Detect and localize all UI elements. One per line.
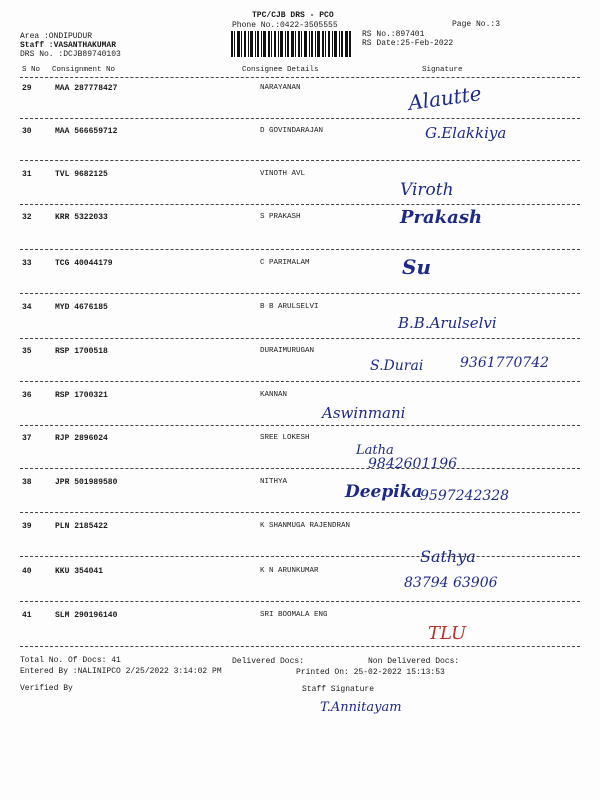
table-row — [0, 391, 600, 435]
row-consignment: TVL 9682125 — [55, 170, 108, 179]
table-row — [0, 434, 600, 478]
row-consignment: KRR 5322033 — [55, 213, 108, 222]
row-consignment: SLM 290196140 — [55, 611, 118, 620]
column-header-signature: Signature — [422, 66, 463, 74]
row-consignee: NARAYANAN — [260, 84, 301, 92]
row-signature: Prakash — [400, 207, 483, 228]
row-consignee: D GOVINDARAJAN — [260, 127, 324, 135]
row-signature: Sathya — [420, 547, 476, 566]
verified-by: Verified By — [20, 684, 73, 693]
area-label: Area :ONDIPUDUR — [20, 32, 93, 41]
row-signature: B.B.Arulselvi — [398, 314, 497, 332]
row-signature: Alautte — [406, 80, 483, 116]
row-divider — [20, 249, 580, 250]
row-signature: Latha — [356, 443, 394, 458]
row-consignment: RSP 1700321 — [55, 391, 108, 400]
sheet-title: TPC/CJB DRS - PCO — [252, 11, 334, 20]
row-signature: S.Durai — [370, 358, 424, 374]
table-row — [0, 124, 600, 171]
row-phone: 9842601196 — [368, 456, 458, 472]
staff-signature: T.Annitayam — [320, 700, 402, 715]
entered-by: Entered By :NALINIPCO 2/25/2022 3:14:02 PM — [20, 667, 222, 676]
total-docs: Total No. Of Docs: 41 — [20, 656, 121, 665]
row-signature: TLU — [428, 623, 467, 644]
row-sno: 29 — [22, 84, 32, 93]
non-delivered-docs: Non Delivered Docs: — [368, 657, 460, 666]
row-sno: 33 — [22, 259, 32, 268]
row-divider — [20, 204, 580, 205]
row-divider — [20, 601, 580, 602]
row-divider — [20, 293, 580, 294]
row-consignment: MYD 4676185 — [55, 303, 108, 312]
table-row — [0, 522, 600, 566]
row-consignee: KANNAN — [260, 391, 288, 399]
row-consignee: DURAIMURUGAN — [260, 347, 315, 355]
header-divider — [20, 77, 580, 78]
row-divider — [20, 160, 580, 161]
row-sno: 34 — [22, 303, 32, 312]
row-divider — [20, 512, 580, 513]
table-row — [0, 255, 600, 303]
row-phone: 9361770742 — [460, 355, 550, 371]
row-divider — [20, 381, 580, 382]
row-divider — [20, 468, 580, 469]
rs-number: RS No.:897401 — [362, 30, 425, 39]
row-sno: 37 — [22, 434, 32, 443]
row-consignee: K N ARUNKUMAR — [260, 567, 319, 575]
staff-signature-label: Staff Signature — [302, 685, 375, 694]
column-header-consignee: Consignee Details — [242, 66, 319, 74]
row-sno: 41 — [22, 611, 32, 620]
table-row — [0, 347, 600, 391]
row-divider — [20, 556, 580, 557]
row-signature: Deepika — [345, 482, 423, 502]
row-divider — [20, 646, 580, 647]
table-row — [0, 478, 600, 522]
row-consignee: SRI BOOMALA ENG — [260, 611, 328, 619]
table-row — [0, 611, 600, 655]
delivered-docs: Delivered Docs: — [232, 657, 305, 666]
row-consignment: RJP 2896024 — [55, 434, 108, 443]
drs-number: DRS No. :DCJB89740103 — [20, 50, 121, 59]
row-consignment: RSP 1700518 — [55, 347, 108, 356]
row-consignee: C PARIMALAM — [260, 259, 310, 267]
table-row — [0, 170, 600, 214]
printed-on: Printed On: 25-02-2022 15:13:53 — [296, 668, 445, 677]
row-signature: Viroth — [400, 180, 454, 200]
page-number: Page No.:3 — [452, 20, 501, 29]
row-divider — [20, 425, 580, 426]
barcode-icon — [229, 31, 353, 57]
row-sno: 39 — [22, 522, 32, 531]
row-phone: 9597242328 — [420, 488, 510, 504]
table-row — [0, 547, 600, 611]
row-consignment: JPR 501989580 — [55, 478, 118, 487]
row-consignee: B B ARULSELVI — [260, 303, 319, 311]
column-header-sno: S No — [22, 66, 41, 74]
table-row — [0, 207, 600, 257]
row-sno: 30 — [22, 127, 32, 136]
row-consignee: NITHYA — [260, 478, 288, 486]
row-consignment: MAA 566659712 — [55, 127, 118, 136]
row-sno: 31 — [22, 170, 32, 179]
row-consignment: MAA 287778427 — [55, 84, 118, 93]
row-divider — [20, 118, 580, 119]
row-consignee: VINOTH AVL — [260, 170, 306, 178]
row-consignment: KKU 354041 — [55, 567, 104, 576]
row-signature: Aswinmani — [322, 404, 406, 422]
row-sno: 38 — [22, 478, 32, 487]
row-consignment: TCG 40044179 — [55, 259, 113, 268]
row-sno: 32 — [22, 213, 32, 222]
row-consignee: SREE LOKESH — [260, 434, 310, 442]
row-signature: Su — [402, 255, 431, 279]
row-sno: 35 — [22, 347, 32, 356]
row-consignee: S PRAKASH — [260, 213, 301, 221]
rs-date: RS Date:25-Feb-2022 — [362, 39, 454, 48]
phone-number: Phone No.:0422-3505555 — [232, 21, 338, 30]
row-consignee: K SHANMUGA RAJENDRAN — [260, 522, 351, 530]
table-row — [0, 303, 600, 347]
row-consignment: PLN 2185422 — [55, 522, 108, 531]
row-sno: 40 — [22, 567, 32, 576]
row-phone: 83794 63906 — [404, 575, 498, 591]
row-divider — [20, 338, 580, 339]
table-row — [0, 80, 600, 128]
column-header-consignment: Consignment No — [52, 66, 116, 74]
row-signature: G.Elakkiya — [425, 124, 507, 142]
row-sno: 36 — [22, 391, 32, 400]
staff-label: Staff :VASANTHAKUMAR — [20, 41, 117, 50]
